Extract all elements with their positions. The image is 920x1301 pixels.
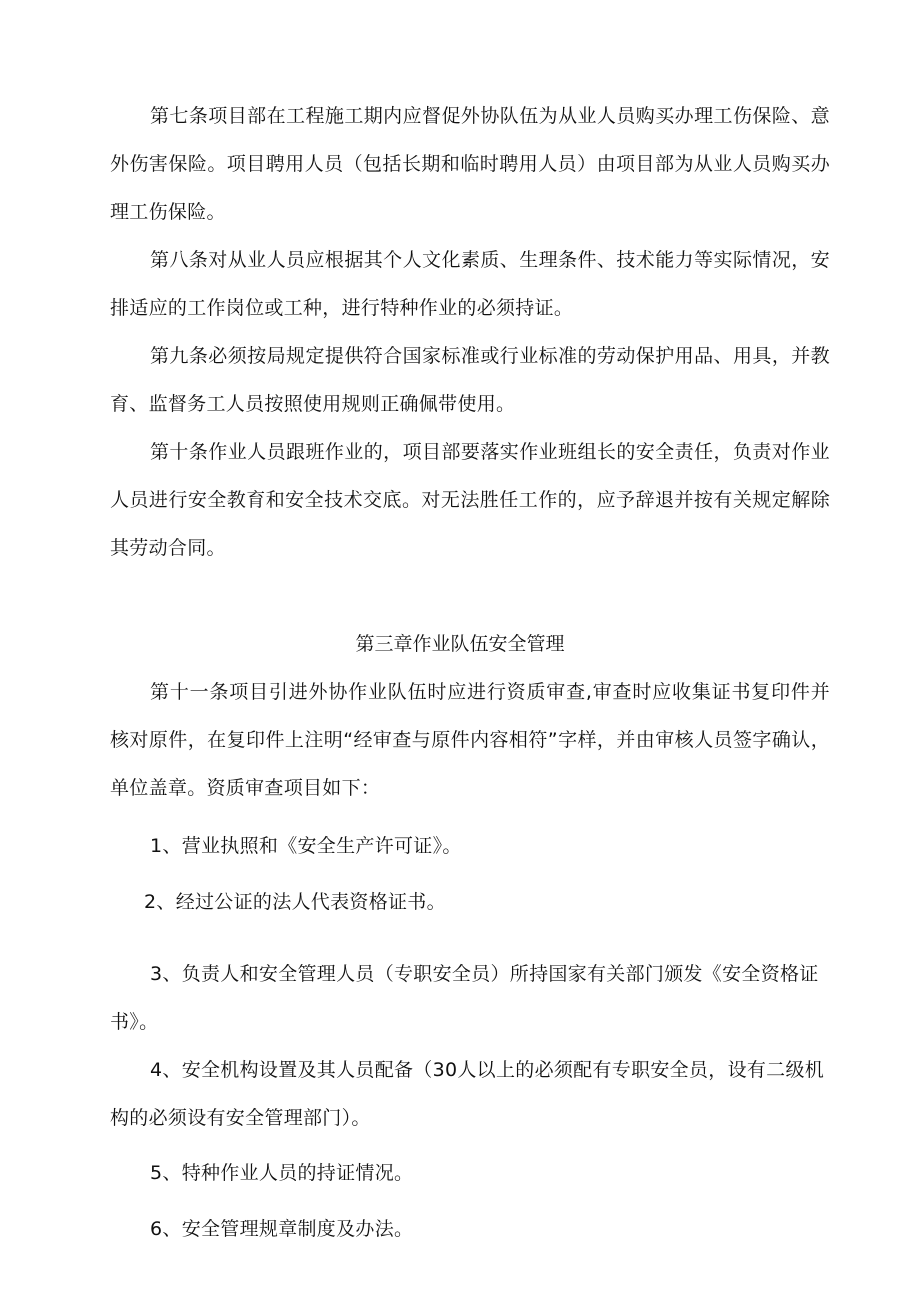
chapter-title: 第三章作业队伍安全管理	[355, 633, 565, 655]
article-10: 第十条作业人员跟班作业的，项目部要落实作业班组长的安全责任，负责对作业人员进行安全教育和安全技术交底。对无法胜任工作的，应予辞退并按有关规定解除其劳动合同。	[110, 441, 830, 559]
article-9: 第九条必须按局规定提供符合国家标准或行业标准的劳动保护用品、用具，并教育、监督务工人员按照使用规则正确佩带使用。	[110, 345, 830, 415]
list-item-4: 4、安全机构设置及其人员配备（30人以上的必须配有专职安全员，设有二级机构的必须设有安全管理部门）。	[110, 1059, 825, 1129]
list-item-3: 3、负责人和安全管理人员（专职安全员）所持国家有关部门颁发《安全资格证书》。	[110, 963, 819, 1033]
list-item-2: 2、经过公证的法人代表资格证书。	[144, 891, 446, 913]
article-8: 第八条对从业人员应根据其个人文化素质、生理条件、技术能力等实际情况，安排适应的工作岗位或工种，进行特种作业的必须持证。	[110, 249, 830, 319]
list-item-1: 1、营业执照和《安全生产许可证》。	[150, 835, 462, 857]
article-11: 第十一条项目引进外协作业队伍时应进行资质审查,审查时应收集证书复印件并核对原件，在复印件上注明“经审查与原件内容相符”字样，并由审核人员签字确认，单位盖章。资质审查项目如下：	[110, 681, 830, 799]
list-item-5: 5、特种作业人员的持证情况。	[150, 1162, 414, 1184]
article-7: 第七条项目部在工程施工期内应督促外协队伍为从业人员购买办理工伤保险、意外伤害保险。项目聘用人员（包括长期和临时聘用人员）由项目部为从业人员购买办理工伤保险。	[110, 105, 830, 223]
list-item-6: 6、安全管理规章制度及办法。	[150, 1218, 414, 1240]
